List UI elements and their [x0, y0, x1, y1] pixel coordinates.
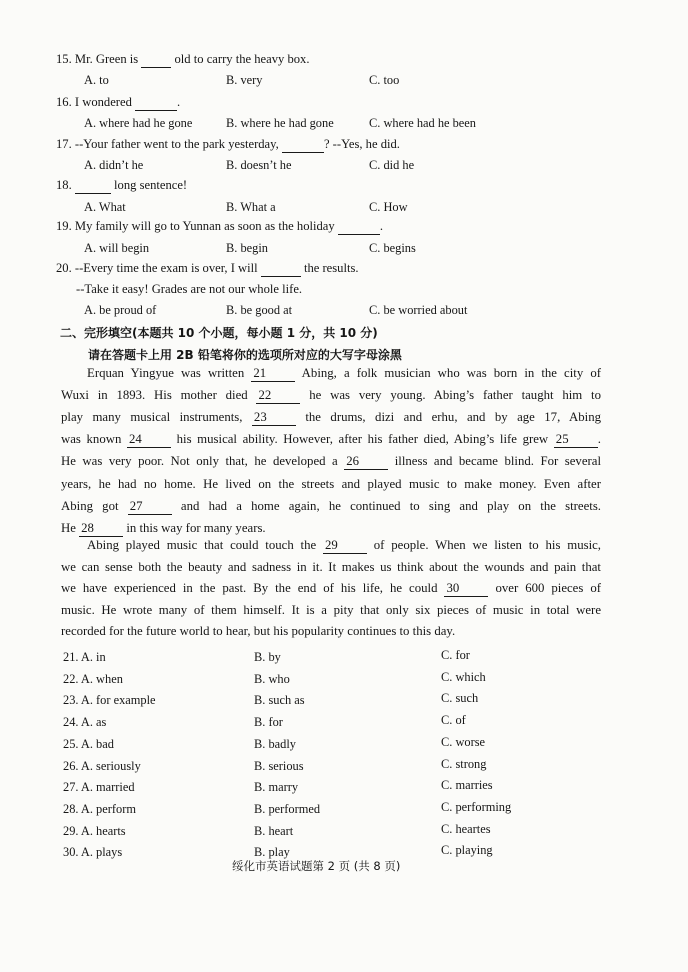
cloze-option-c: C. for: [441, 648, 470, 662]
passage-text: music. He wrote many of them himself. It is a pity that only six pieces of music in total were: [61, 602, 601, 617]
cloze-option-b: B. heart: [254, 823, 294, 838]
option-a: A. be proud of: [84, 303, 157, 317]
question-stem: [56, 52, 310, 68]
option-a: A. to: [84, 73, 109, 87]
passage-line: [61, 476, 601, 492]
blank-number: 21: [251, 365, 295, 382]
option-b: B. begin: [226, 241, 268, 255]
answer-blank: [261, 261, 301, 277]
cloze-option-c: C. marries: [441, 778, 493, 793]
option-c: C. begins: [369, 241, 416, 255]
passage-text: and had a home again, he continued to sing and play on the streets.: [171, 498, 601, 513]
passage-line: [61, 387, 601, 404]
cloze-option-b: B. such as: [254, 693, 305, 708]
section-instruction: 请在答题卡上用 2B 铅笔将你的选项所对应的大写字母涂黑: [88, 348, 402, 362]
stem-text: 15. Mr. Green is: [56, 52, 142, 66]
answer-blank: [135, 95, 177, 111]
option-a: A. will begin: [84, 241, 150, 255]
option-c: C. too: [369, 73, 400, 87]
section-title: 二、完形填空(本题共 10 个小题，每小题 1 分，共 10 分): [60, 326, 378, 340]
option-b: B. where he had gone: [226, 116, 334, 130]
blank-number: 30: [444, 580, 488, 597]
passage-line: [61, 498, 601, 515]
passage-text: we have experienced in the past. By the end of his life, he could: [61, 581, 445, 595]
cloze-option-a: 27. A. married: [63, 780, 135, 795]
blank-number: 24: [127, 431, 171, 448]
blank-number: 29: [323, 537, 367, 554]
blank-number: 26: [344, 453, 388, 470]
passage-line: [61, 623, 601, 639]
stem-text: 20. --Every time the exam is over, I will: [56, 261, 261, 275]
cloze-option-c: C. strong: [441, 756, 487, 771]
passage-text: Abing, a folk musician who was born in the city of: [295, 366, 601, 380]
stem-text: .: [379, 219, 383, 233]
question-stem: [56, 178, 187, 194]
stem-text: long sentence!: [110, 178, 188, 192]
blank-number: 22: [256, 387, 300, 404]
option-a: A. didn’t he: [84, 158, 144, 172]
passage-text: in this way for many years.: [123, 520, 266, 535]
question-stem: [56, 137, 400, 153]
option-b: B. doesn’t he: [226, 158, 292, 172]
cloze-option-b: B. play: [254, 845, 290, 860]
option-c: C. be worried about: [369, 303, 468, 317]
option-a: A. What: [84, 200, 126, 214]
passage-text: He was very poor. Not only that, he developed a: [61, 454, 345, 469]
answer-blank: [141, 52, 171, 68]
answer-blank: [338, 219, 380, 235]
passage-line: [61, 453, 601, 470]
cloze-option-b: B. who: [254, 671, 290, 686]
cloze-option-b: B. serious: [254, 758, 304, 773]
cloze-option-b: B. marry: [254, 780, 299, 795]
passage-line: [61, 559, 601, 575]
passage-text: over 600 pieces of: [488, 581, 601, 595]
passage-text: was known: [61, 432, 127, 447]
blank-number: 25: [554, 431, 598, 448]
passage-text: Abing played music that could touch the: [87, 538, 323, 552]
passage-text: his musical ability. However, after his father died, Abing’s life grew: [171, 432, 554, 447]
passage-text: years, he had no home. He lived on the streets and played music to make money. Even after: [61, 476, 601, 491]
passage-line: [61, 409, 601, 426]
passage-text: He: [61, 520, 80, 535]
stem-text: .: [177, 95, 181, 109]
cloze-option-c: C. performing: [441, 799, 512, 814]
cloze-option-a: 30. A. plays: [63, 845, 123, 860]
passage-line: [61, 431, 601, 448]
cloze-option-a: 24. A. as: [63, 715, 107, 730]
stem-text: ? --Yes, he did.: [323, 137, 400, 151]
passage-text: play many musical instruments,: [61, 410, 252, 425]
cloze-option-a: 25. A. bad: [63, 736, 114, 751]
cloze-option-a: 23. A. for example: [63, 693, 156, 708]
passage-line: [87, 365, 601, 382]
answer-blank: [75, 178, 111, 194]
cloze-option-c: C. worse: [441, 734, 486, 749]
passage-text: .: [597, 432, 601, 447]
cloze-option-c: C. of: [441, 713, 466, 728]
cloze-option-b: B. for: [254, 715, 283, 730]
stem-text: old to carry the heavy box.: [171, 52, 310, 66]
passage-text: Abing got: [61, 498, 128, 513]
passage-line: [61, 602, 601, 618]
cloze-option-a: 21. A. in: [63, 650, 106, 664]
cloze-option-c: C. heartes: [441, 821, 491, 836]
passage-text: of people. When we listen to his music,: [366, 538, 602, 552]
option-a: A. where had he gone: [84, 116, 193, 130]
option-c: C. did he: [369, 158, 415, 172]
passage-text: recorded for the future world to hear, but his popularity continues to this day.: [61, 624, 456, 638]
question-stem: [56, 219, 383, 235]
blank-number: 27: [128, 498, 172, 515]
option-c: C. How: [369, 200, 408, 214]
page-footer: 绥化市英语试题第 2 页 (共 8 页): [232, 859, 401, 873]
passage-text: we can sense both the beauty and sadness in it. It makes us think about the wounds and pain that: [61, 559, 601, 574]
answer-blank: [282, 137, 324, 153]
cloze-option-b: B. badly: [254, 736, 296, 751]
stem-text: the results.: [300, 261, 359, 275]
passage-line: [61, 580, 601, 597]
question-stem: [56, 261, 359, 277]
option-b: B. very: [226, 73, 263, 87]
question-stem: [56, 95, 180, 111]
cloze-option-a: 26. A. seriously: [63, 758, 141, 773]
stem-text: 17. --Your father went to the park yesterday,: [56, 137, 282, 151]
cloze-option-a: 29. A. hearts: [63, 823, 126, 838]
question-reply: --Take it easy! Grades are not our whole life.: [76, 282, 303, 296]
passage-text: the drums, dizi and erhu, and by age 17, Abing: [295, 410, 601, 425]
passage-text: Erquan Yingyue was written: [87, 366, 252, 380]
stem-text: 18.: [56, 178, 75, 192]
passage-line: [61, 520, 601, 537]
passage-text: Wuxi in 1893. His mother died: [61, 388, 257, 403]
cloze-option-b: B. by: [254, 650, 281, 664]
stem-text: 19. My family will go to Yunnan as soon as the holiday: [56, 219, 338, 233]
cloze-option-c: C. playing: [441, 843, 493, 858]
option-c: C. where had he been: [369, 116, 476, 130]
option-b: B. What a: [226, 200, 276, 214]
passage-text: he was very young. Abing’s father taught him to: [300, 388, 601, 403]
cloze-option-c: C. which: [441, 669, 486, 684]
option-b: B. be good at: [226, 303, 293, 317]
cloze-option-b: B. performed: [254, 801, 321, 816]
cloze-option-a: 22. A. when: [63, 671, 123, 686]
passage-line: [87, 537, 601, 554]
passage-text: illness and became blind. For several: [388, 454, 602, 469]
blank-number: 28: [79, 520, 123, 537]
stem-text: 16. I wondered: [56, 95, 136, 109]
cloze-option-a: 28. A. perform: [63, 801, 136, 816]
blank-number: 23: [252, 409, 296, 426]
cloze-option-c: C. such: [441, 691, 479, 706]
